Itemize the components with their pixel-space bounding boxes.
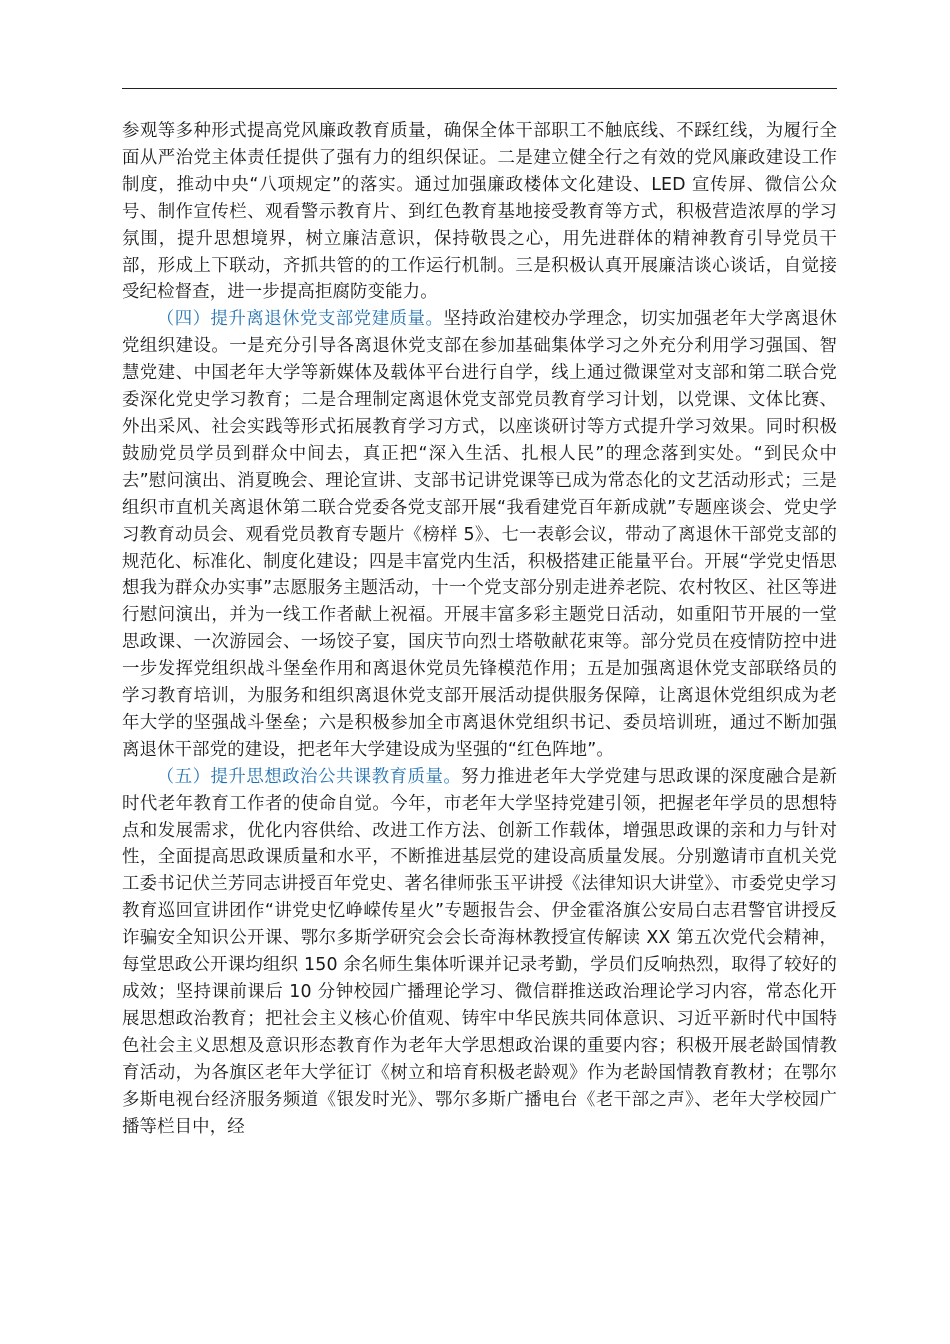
header-rule	[122, 88, 837, 89]
paragraph-section-4	[122, 306, 837, 763]
paragraph-text: 参观等多种形式提高党风廉政教育质量，确保全体干部职工不触底线、不踩红线，为履行全面从严治党主体责任提供了强有力的组织保证。二是建立健全行之有效的党风廉政建设工作制度，推动中央“八项规定”的落实。通过加强廉政楼体文化建设、LED 宣传屏、微信公众号、制作宣传栏、观看警示教育片、到红色教育基地接受教育等方式，积极营造浓厚的学习氛围，提升思想境界，树立廉洁意识，保持敬畏之心，用先进群体的精神教育引导党员干部，形成上下联动，齐抓共管的的工作运行机制。三是积极认真开展廉洁谈心谈话，自觉接受纪检督查，进一步提高拒腐防变能力。	[122, 121, 837, 303]
paragraph-section-5	[122, 764, 837, 1141]
section-heading: （五）提升思想政治公共课教育质量。	[156, 766, 462, 787]
paragraph-continued	[122, 118, 837, 306]
paragraph-text: 坚持政治建校办学理念，切实加强老年大学离退休党组织建设。一是充分引导各离退休党支部在参加基础集体学习之外充分利用学习强国、智慧党建、中国老年大学等新媒体及载体平台进行自学，线上通过微课堂对支部和第二联合党委深化党史学习教育；二是合理制定离退休党支部党员教育学习计划，以党课、文体比赛、外出采风、社会实践等形式拓展教育学习方式，以座谈研讨等方式提升学习效果。同时积极鼓励党员学员到群众中间去，真正把“深入生活、扎根人民”的理念落到实处。“到民众中去”慰问演出、消夏晚会、理论宣讲、支部书记讲党课等已成为常态化的文艺活动形式；三是组织市直机关离退休第二联合党委各党支部开展“我看建党百年新成就”专题座谈会、党史学习教育动员会、观看党员教育专题片《榜样 5》、七一表彰会议，带动了离退休干部党支部的规范化、标准化、制度化建设；四是丰富党内生活，积极搭建正能量平台。开展“学党史悟思想我为群众办实事”志愿服务主题活动，十一个党支部分别走进养老院、农村牧区、社区等进行慰问演出，并为一线工作者献上祝福。开展丰富多彩主题党日活动，如重阳节开展的一堂思政课、一次游园会、一场饺子宴，国庆节向烈士塔敬献花束等。部分党员在疫情防控中进一步发挥党组织战斗堡垒作用和离退休党员先锋模范作用；五是加强离退休党支部联络员的学习教育培训，为服务和组织离退休党支部开展活动提供服务保障，让离退休党组织成为老年大学的坚强战斗堡垒；六是积极参加全市离退休党组织书记、委员培训班，通过不断加强离退休干部党的建设，把老年大学建设成为坚强的“红色阵地”。	[122, 309, 837, 760]
section-heading: （四）提升离退休党支部党建质量。	[156, 309, 444, 330]
document-body	[122, 118, 837, 1140]
paragraph-text: 努力推进老年大学党建与思政课的深度融合是新时代老年教育工作者的使命自觉。今年，市老年大学坚持党建引领，把握老年学员的思想特点和发展需求，优化内容供给、改进工作方法、创新工作载体，增强思政课的亲和力与针对性，全面提高思政课质量和水平，不断推进基层党的建设高质量发展。分别邀请市直机关党工委书记伏兰芳同志讲授百年党史、著名律师张玉平讲授《法律知识大讲堂》、市委党史学习教育巡回宣讲团作“讲党史忆峥嵘传星火”专题报告会、伊金霍洛旗公安局白志君警官讲授反诈骗安全知识公开课、鄂尔多斯学研究会会长奇海林教授宣传解读 XX 第五次党代会精神，每堂思政公开课均组织 150 余名师生集体听课并记录考勤，学员们反响热烈，取得了较好的成效；坚持课前课后 10 分钟校园广播理论学习、微信群推送政治理论学习内容，常态化开展思想政治教育；把社会主义核心价值观、铸牢中华民族共同体意识、习近平新时代中国特色社会主义思想及意识形态教育作为老年大学思想政治课的重要内容；积极开展老龄国情教育活动，为各旗区老年大学征订《树立和培育积极老龄观》作为老龄国情教育教材；在鄂尔多斯电视台经济服务频道《银发时光》、鄂尔多斯广播电台《老干部之声》、老年大学校园广播等栏目中，经	[122, 766, 837, 1137]
